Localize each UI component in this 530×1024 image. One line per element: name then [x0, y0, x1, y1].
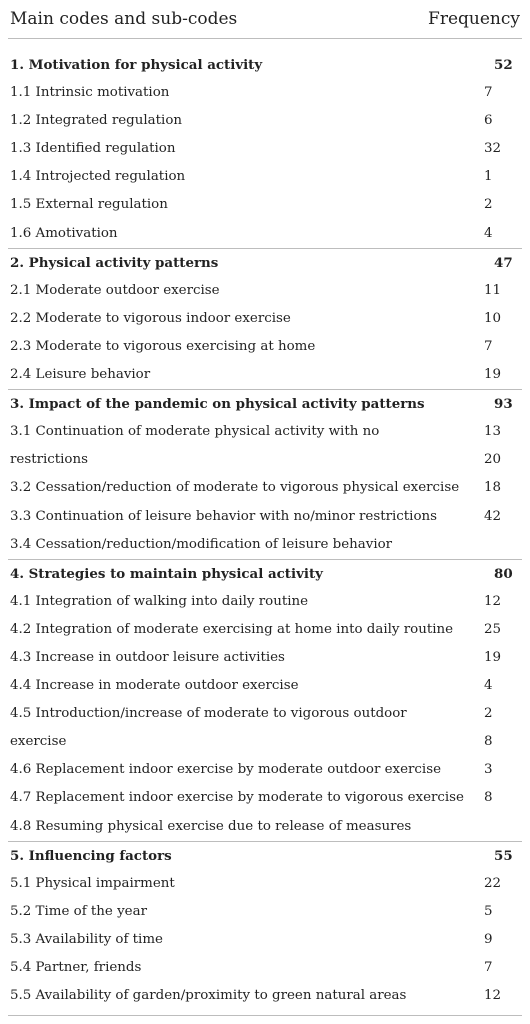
frequency-value: 19 [484, 367, 502, 383]
frequency-value: 7 [484, 85, 493, 101]
code-label: 3.2 Cessation/reduction of moderate to vigorous physical exercise [10, 480, 460, 496]
main-code-row [8, 51, 522, 79]
frequency-value: 13 [484, 424, 502, 440]
frequency-value: 12 [484, 988, 502, 1004]
sub-code-row [8, 756, 522, 784]
sub-code-row [8, 418, 522, 446]
header-frequency: Frequency [428, 9, 520, 29]
sub-code-row [8, 474, 522, 502]
sub-code-row [8, 982, 522, 1010]
sub-code-row [8, 220, 522, 248]
frequency-value: 52 [494, 57, 513, 73]
code-label: 2.3 Moderate to vigorous exercising at home [10, 338, 316, 354]
code-label: 5. Influencing factors [10, 847, 172, 864]
code-label: 4.4 Increase in moderate outdoor exercise [10, 678, 299, 694]
sub-code-row [8, 870, 522, 898]
frequency-value: 4 [484, 678, 493, 694]
frequency-value: 2 [484, 706, 493, 722]
header-codes: Main codes and sub-codes [10, 9, 238, 29]
frequency-value: 42 [484, 508, 502, 524]
frequency-value: 11 [484, 282, 502, 298]
code-label: 5.3 Availability of time [10, 931, 163, 947]
frequency-value: 8 [484, 790, 493, 806]
code-label: 1.6 Amotivation [10, 225, 118, 241]
code-label: 3.1 Continuation of moderate physical activity with no [10, 424, 380, 440]
sub-code-row [8, 305, 522, 333]
code-label: 5.2 Time of the year [10, 903, 147, 919]
frequency-value: 25 [484, 621, 502, 637]
frequency-value: 8 [484, 734, 493, 750]
code-label: 1.3 Identified regulation [10, 141, 176, 157]
frequency-value: 47 [494, 254, 513, 271]
table-body [8, 51, 522, 1010]
sub-code-row [8, 531, 522, 559]
code-label: 4.6 Replacement indoor exercise by moderate outdoor exercise [10, 762, 441, 778]
frequency-value: 1 [484, 169, 493, 185]
code-label: 1.5 External regulation [10, 197, 168, 213]
main-code-row [8, 389, 522, 418]
frequency-value: 18 [484, 480, 502, 496]
main-code-row [8, 559, 522, 588]
sub-code-row [8, 191, 522, 219]
frequency-value: 12 [484, 593, 502, 609]
frequency-value: 6 [484, 113, 493, 129]
code-label: 1.2 Integrated regulation [10, 113, 182, 129]
frequency-value: 5 [484, 903, 493, 919]
sub-code-row [8, 503, 522, 531]
sub-code-row [8, 277, 522, 305]
frequency-value: 22 [484, 875, 502, 891]
code-label: 4.3 Increase in outdoor leisure activities [10, 649, 285, 665]
sub-code-row [8, 700, 522, 728]
frequency-value: 55 [494, 847, 513, 864]
code-label: 4.2 Integration of moderate exercising at home into daily routine [10, 621, 454, 637]
code-label: 3.4 Cessation/reduction/modification of leisure behavior [10, 536, 393, 552]
code-label: 1. Motivation for physical activity [10, 57, 263, 73]
code-label: 4.5 Introduction/increase of moderate to vigorous outdoor [10, 706, 407, 722]
code-label: 2.4 Leisure behavior [10, 367, 151, 383]
code-label: restrictions [10, 452, 88, 468]
sub-code-row [8, 333, 522, 361]
code-label: 1.4 Introjected regulation [10, 169, 186, 185]
sub-code-row [8, 728, 522, 756]
frequency-value: 7 [484, 960, 493, 975]
code-label: 2.1 Moderate outdoor exercise [10, 282, 220, 298]
code-label: 2.2 Moderate to vigorous indoor exercise [10, 310, 291, 326]
code-label: 4.8 Resuming physical exercise due to release of measures [10, 818, 412, 834]
frequency-value: 80 [494, 565, 513, 582]
table-header [8, 0, 522, 39]
sub-code-row [8, 813, 522, 841]
frequency-value: 10 [484, 310, 502, 326]
frequency-value: 9 [484, 931, 493, 947]
code-label: 5.1 Physical impairment [10, 875, 175, 891]
sub-code-row [8, 644, 522, 672]
code-label: exercise [10, 734, 67, 750]
code-label: 4. Strategies to maintain physical activity [10, 565, 323, 582]
code-label: 1.1 Intrinsic motivation [10, 85, 170, 101]
sub-code-row [8, 107, 522, 135]
frequency-value: 2 [484, 197, 493, 213]
frequency-value: 4 [484, 225, 493, 241]
frequency-value: 20 [484, 452, 502, 468]
frequency-value: 3 [484, 762, 493, 778]
sub-code-row [8, 79, 522, 107]
sub-code-row [8, 898, 522, 926]
code-label: 3.3 Continuation of leisure behavior with no/minor restrictions [10, 508, 438, 524]
sub-code-row [8, 163, 522, 191]
code-label: 2. Physical activity patterns [10, 254, 219, 271]
frequency-value: 32 [484, 141, 502, 157]
sub-code-row [8, 361, 522, 389]
code-label: 4.1 Integration of walking into daily routine [10, 593, 309, 609]
table-bottom-rule [8, 1015, 522, 1016]
frequency-value: 19 [484, 649, 502, 665]
main-code-row [8, 248, 522, 277]
code-label: 5.4 Partner, friends [10, 960, 142, 975]
main-code-row [8, 841, 522, 870]
frequency-value: 93 [494, 396, 513, 413]
code-label: 4.7 Replacement indoor exercise by moderate to vigorous exercise [10, 790, 464, 806]
sub-code-row [8, 588, 522, 616]
sub-code-row [8, 926, 522, 954]
sub-code-row [8, 616, 522, 644]
code-label: 3. Impact of the pandemic on physical activity patterns [10, 396, 425, 413]
sub-code-row [8, 784, 522, 812]
sub-code-row [8, 446, 522, 474]
sub-code-row [8, 135, 522, 163]
frequency-value: 7 [484, 338, 493, 354]
sub-code-row [8, 672, 522, 700]
code-label: 5.5 Availability of garden/proximity to green natural areas [10, 988, 407, 1004]
sub-code-row [8, 954, 522, 982]
